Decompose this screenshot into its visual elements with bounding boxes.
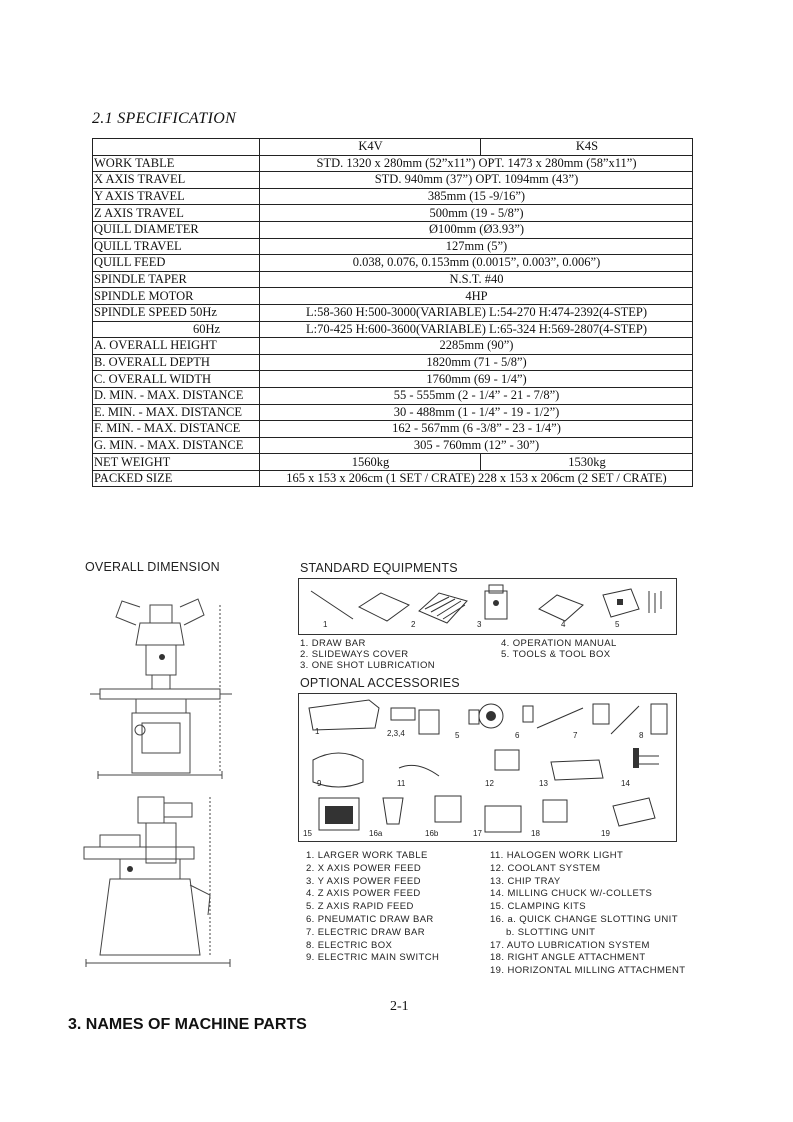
table-cell: 385mm (15 -9/16”) xyxy=(260,188,693,205)
overall-dimension-title: OVERALL DIMENSION xyxy=(85,560,220,574)
table-cell: 55 - 555mm (2 - 1/4” - 21 - 7/8”) xyxy=(260,387,693,404)
standard-equipments-list-right xyxy=(501,638,617,660)
list-item: 6. PNEUMATIC DRAW BAR xyxy=(306,913,434,925)
standard-equipments-list-left xyxy=(300,638,435,671)
table-cell: SPINDLE MOTOR xyxy=(93,288,260,305)
table-cell: 30 - 488mm (1 - 1/4” - 19 - 1/2”) xyxy=(260,404,693,421)
table-cell: D. MIN. - MAX. DISTANCE xyxy=(93,387,260,404)
table-cell: B. OVERALL DEPTH xyxy=(93,354,260,371)
list-item: 5. Z AXIS RAPID FEED xyxy=(306,901,414,913)
table-cell: QUILL FEED xyxy=(93,255,260,272)
table-cell: STD. 940mm (37”) OPT. 1094mm (43”) xyxy=(260,172,693,189)
table-cell: 1760mm (69 - 1/4”) xyxy=(260,371,693,388)
table-cell: Y AXIS TRAVEL xyxy=(93,188,260,205)
list-item: 4. Z AXIS POWER FEED xyxy=(306,888,421,900)
table-cell: E. MIN. - MAX. DISTANCE xyxy=(93,404,260,421)
list-item: 2. X AXIS POWER FEED xyxy=(306,862,422,874)
accessory-number: 17 xyxy=(473,829,482,838)
overall-dimension-drawing xyxy=(80,585,280,975)
table-row xyxy=(93,205,693,222)
list-item: 19. HORIZONTAL MILLING ATTACHMENT xyxy=(490,965,686,977)
equipment-number: 4 xyxy=(561,620,566,629)
accessory-number: 15 xyxy=(303,829,312,838)
list-item: 17. AUTO LUBRICATION SYSTEM xyxy=(490,939,650,951)
list-item: 11. HALOGEN WORK LIGHT xyxy=(490,850,624,861)
table-cell xyxy=(93,139,260,156)
table-cell: F. MIN. - MAX. DISTANCE xyxy=(93,421,260,438)
table-cell: 165 x 153 x 206cm (1 SET / CRATE) 228 x 153 x 206cm (2 SET / CRATE) xyxy=(260,470,693,487)
list-item: 4. OPERATION MANUAL xyxy=(501,638,617,649)
table-cell: SPINDLE TAPER xyxy=(93,271,260,288)
table-cell: 1530kg xyxy=(481,454,693,471)
table-cell: N.S.T. #40 xyxy=(260,271,693,288)
table-row xyxy=(93,304,693,321)
table-cell: C. OVERALL WIDTH xyxy=(93,371,260,388)
list-item: 14. MILLING CHUCK W/-COLLETS xyxy=(490,888,653,900)
list-item: 9. ELECTRIC MAIN SWITCH xyxy=(306,952,440,964)
section-title: 2.1 SPECIFICATION xyxy=(92,110,237,127)
table-cell: STD. 1320 x 280mm (52”x11”) OPT. 1473 x 280mm (58”x11”) xyxy=(260,155,693,172)
table-row xyxy=(93,255,693,272)
table-row xyxy=(93,404,693,421)
list-item: 15. CLAMPING KITS xyxy=(490,901,587,913)
accessory-number: 1 xyxy=(315,727,320,736)
list-item: 1. LARGER WORK TABLE xyxy=(306,850,428,861)
accessory-number: 11 xyxy=(397,779,406,788)
list-item: 12. COOLANT SYSTEM xyxy=(490,862,601,874)
table-row xyxy=(93,371,693,388)
table-row xyxy=(93,454,693,471)
table-cell: G. MIN. - MAX. DISTANCE xyxy=(93,437,260,454)
table-cell: 162 - 567mm (6 -3/8” - 23 - 1/4”) xyxy=(260,421,693,438)
table-cell: NET WEIGHT xyxy=(93,454,260,471)
equipment-number: 5 xyxy=(615,620,620,629)
table-cell: 2285mm (90”) xyxy=(260,338,693,355)
list-item: 18. RIGHT ANGLE ATTACHMENT xyxy=(490,952,646,964)
list-item: 13. CHIP TRAY xyxy=(490,875,561,887)
optional-accessories-list-right xyxy=(490,850,685,978)
equipment-number: 3 xyxy=(477,620,482,629)
list-item: b. SLOTTING UNIT xyxy=(506,926,596,938)
table-cell: A. OVERALL HEIGHT xyxy=(93,338,260,355)
next-chapter-title: 3. NAMES OF MACHINE PARTS xyxy=(68,1016,307,1033)
accessory-number: 19 xyxy=(601,829,610,838)
accessory-number: 9 xyxy=(317,779,322,788)
table-row xyxy=(93,321,693,338)
table-cell: Ø100mm (Ø3.93”) xyxy=(260,221,693,238)
standard-equipments-numbers xyxy=(299,617,676,633)
table-cell: SPINDLE SPEED 50Hz xyxy=(93,304,260,321)
table-cell: PACKED SIZE xyxy=(93,470,260,487)
equipment-number: 1 xyxy=(323,620,328,629)
page-number: 2-1 xyxy=(390,999,409,1014)
table-row xyxy=(93,387,693,404)
accessory-number: 13 xyxy=(539,779,548,788)
table-cell: 60Hz xyxy=(93,321,260,338)
table-row xyxy=(93,338,693,355)
accessory-number: 16a xyxy=(369,829,383,838)
table-cell: 305 - 760mm (12” - 30”) xyxy=(260,437,693,454)
equipment-number: 2 xyxy=(411,620,416,629)
accessory-number: 2,3,4 xyxy=(387,729,405,738)
table-cell: 1820mm (71 - 5/8”) xyxy=(260,354,693,371)
table-row xyxy=(93,288,693,305)
accessory-number: 5 xyxy=(455,731,460,740)
table-cell: WORK TABLE xyxy=(93,155,260,172)
table-cell: QUILL DIAMETER xyxy=(93,221,260,238)
table-row xyxy=(93,139,693,156)
table-row xyxy=(93,155,693,172)
table-cell: 4HP xyxy=(260,288,693,305)
table-cell: QUILL TRAVEL xyxy=(93,238,260,255)
list-item: 8. ELECTRIC BOX xyxy=(306,939,393,951)
list-item: 2. SLIDEWAYS COVER xyxy=(300,649,409,660)
accessory-number: 12 xyxy=(485,779,494,788)
optional-accessories-figure xyxy=(298,693,677,842)
table-cell: L:58-360 H:500-3000(VARIABLE) L:54-270 H:474-2392(4-STEP) xyxy=(260,304,693,321)
table-cell: L:70-425 H:600-3600(VARIABLE) L:65-324 H:569-2807(4-STEP) xyxy=(260,321,693,338)
table-cell: K4S xyxy=(481,139,693,156)
accessory-number: 7 xyxy=(573,731,578,740)
optional-accessories-list-left xyxy=(306,850,439,965)
accessory-number: 16b xyxy=(425,829,439,838)
list-item: 3. ONE SHOT LUBRICATION xyxy=(300,660,436,671)
table-cell: 500mm (19 - 5/8”) xyxy=(260,205,693,222)
table-row xyxy=(93,470,693,487)
table-cell: Z AXIS TRAVEL xyxy=(93,205,260,222)
accessory-number: 6 xyxy=(515,731,520,740)
optional-accessories-drawing xyxy=(299,694,676,841)
accessory-number: 14 xyxy=(621,779,630,788)
table-cell: 127mm (5”) xyxy=(260,238,693,255)
list-item: 16. a. QUICK CHANGE SLOTTING UNIT xyxy=(490,913,678,925)
table-row xyxy=(93,271,693,288)
standard-equipments-figure xyxy=(298,578,677,635)
table-row xyxy=(93,354,693,371)
accessory-number: 8 xyxy=(639,731,644,740)
optional-accessories-title: OPTIONAL ACCESSORIES xyxy=(300,676,460,690)
table-row xyxy=(93,437,693,454)
table-cell: K4V xyxy=(260,139,481,156)
table-cell: X AXIS TRAVEL xyxy=(93,172,260,189)
table-row xyxy=(93,421,693,438)
table-row xyxy=(93,221,693,238)
table-row xyxy=(93,188,693,205)
table-row xyxy=(93,172,693,189)
list-item: 7. ELECTRIC DRAW BAR xyxy=(306,926,426,938)
table-cell: 0.038, 0.076, 0.153mm (0.0015”, 0.003”, 0.006”) xyxy=(260,255,693,272)
list-item: 5. TOOLS & TOOL BOX xyxy=(501,649,611,660)
accessory-number: 18 xyxy=(531,829,540,838)
specification-table xyxy=(92,138,693,487)
table-row xyxy=(93,238,693,255)
standard-equipments-title: STANDARD EQUIPMENTS xyxy=(300,561,458,575)
list-item: 1. DRAW BAR xyxy=(300,638,366,649)
list-item: 3. Y AXIS POWER FEED xyxy=(306,875,421,887)
table-cell: 1560kg xyxy=(260,454,481,471)
